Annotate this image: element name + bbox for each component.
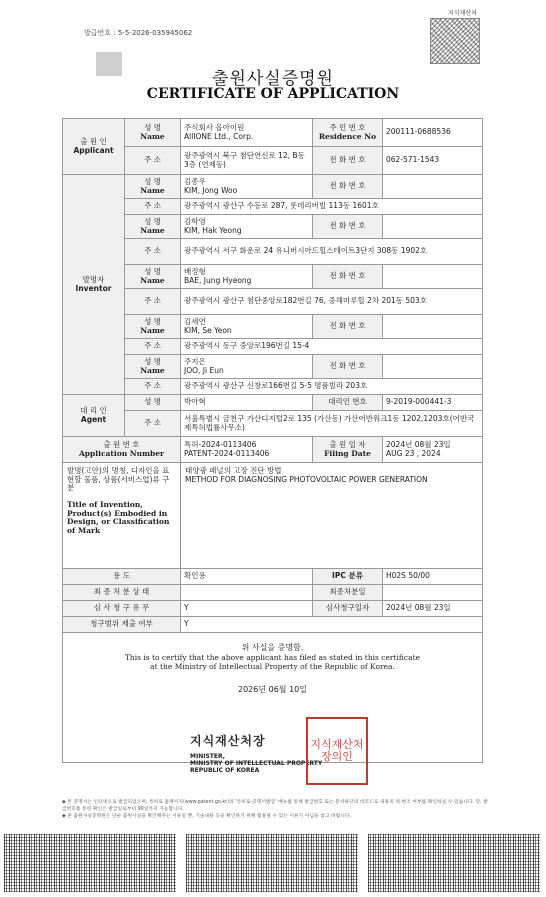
inventor-tel-label: 전 화 번 호 bbox=[313, 315, 383, 339]
title-label-ko: 발명(고안)의 명칭, 디자인을 표현할 물품, 상품(서비스업)류 구분 bbox=[67, 466, 170, 493]
inventor-address: 광주광역시 동구 중앙로196번길 15-4 bbox=[181, 339, 483, 355]
name-label-ko: 성 명 bbox=[144, 316, 161, 326]
footnotes bbox=[62, 799, 492, 821]
exam-request: Y bbox=[181, 601, 313, 617]
usage-label: 용 도 bbox=[63, 569, 181, 585]
agent-name: 박아혁 bbox=[181, 395, 313, 411]
agent-label-ko: 대 리 인 bbox=[80, 405, 107, 415]
filing-date-en: AUG 23 , 2024 bbox=[386, 448, 441, 458]
applicant-address-label: 주 소 bbox=[125, 147, 181, 175]
ipc-label bbox=[313, 569, 383, 585]
inventor-tel-label: 전 화 번 호 bbox=[313, 355, 383, 379]
app-num-label-ko: 출 원 번 호 bbox=[103, 439, 140, 449]
inventor-address-label: 주 소 bbox=[125, 199, 181, 215]
name-label-en: Name bbox=[140, 365, 165, 375]
certification-date: 2026년 06월 10일 bbox=[238, 685, 307, 695]
inventor-tel-label: 전 화 번 호 bbox=[313, 215, 383, 239]
filing-date-label bbox=[313, 437, 383, 463]
name-label-ko: 성 명 bbox=[144, 266, 161, 276]
inventor-name-en: BAE, Jung Hyeong bbox=[184, 275, 252, 285]
inventor-name-en: KIM, Hak Yeong bbox=[184, 225, 242, 235]
filing-date-label-en: Filing Date bbox=[324, 448, 371, 458]
inventor-tel-label: 전 화 번 호 bbox=[313, 265, 383, 289]
title-label-en: Title of Invention, Product(s) Embodied in Design, or Classification of Mark bbox=[67, 499, 170, 535]
name-label-en: Name bbox=[140, 185, 165, 195]
certificate-table bbox=[62, 118, 483, 763]
name-label-en: Name bbox=[140, 275, 165, 285]
residence-label bbox=[313, 119, 383, 147]
final-date-label: 최종처분일 bbox=[313, 585, 383, 601]
agent-label-en: Agent bbox=[80, 414, 107, 424]
signature-ko: 지식재산처장 bbox=[190, 734, 266, 748]
claims-label: 청구범위 제출 여부 bbox=[63, 617, 181, 633]
title-korean: 출원사실증명원 bbox=[212, 69, 334, 89]
inventor-address: 광주광역시 광산구 신창로166번길 5-5 명품빌라 203호 bbox=[181, 379, 483, 395]
invention-title-en: METHOD FOR DIAGNOSING PHOTOVOLTAIC POWER GENERATION bbox=[185, 474, 428, 484]
name-label-ko: 성 명 bbox=[144, 122, 161, 132]
agent-number: 9-2019-000441-3 bbox=[383, 395, 483, 411]
inventor-tel bbox=[383, 265, 483, 289]
inventor-tel bbox=[383, 355, 483, 379]
exam-date-label: 심사청구일자 bbox=[313, 601, 383, 617]
agent-number-label: 대리인 번호 bbox=[313, 395, 383, 411]
residence-number: 200111-0688536 bbox=[383, 119, 483, 147]
ipc-label-text: IPC 분류 bbox=[332, 571, 363, 581]
invention-title-label bbox=[63, 463, 181, 569]
inventor-name-ko: 김세연 bbox=[184, 316, 206, 326]
issue-number: 발급번호 : 5-5-2026-035945062 bbox=[84, 29, 193, 37]
inventor-address: 광주광역시 광산구 첨단중앙로182번길 76, 중해마루힐 2차 201동 503호 bbox=[181, 289, 483, 315]
agent-address-label: 주 소 bbox=[125, 411, 181, 437]
qr-code-icon bbox=[430, 18, 480, 64]
filing-date bbox=[383, 437, 483, 463]
applicant-label-en: Applicant bbox=[73, 145, 114, 155]
certification-ko: 위 사실을 증명함. bbox=[241, 643, 304, 652]
inventor-name-en: KIM, Jong Woo bbox=[184, 185, 238, 195]
invention-title-ko: 태양광 패널의 고장 진단 방법 bbox=[185, 466, 282, 475]
inventor-name bbox=[181, 215, 313, 239]
inventor-group-label bbox=[63, 175, 125, 395]
usage-value: 확인용 bbox=[181, 569, 313, 585]
signature-en-1: MINISTER, bbox=[190, 753, 225, 760]
exam-date: 2024년 08월 23일 bbox=[383, 601, 483, 617]
signature-en-2: MINISTRY OF INTELLECTUAL PROPERTY bbox=[190, 760, 323, 767]
barcode-icon bbox=[368, 834, 540, 892]
barcode-icon bbox=[186, 834, 358, 892]
inventor-label-en: Inventor bbox=[75, 283, 112, 293]
footnote-2: ◆ 본 출원사실증명원은 단순 출원사실을 확인해주는 서류일 뿐, 기술내용 등을 확인하기 위해 활용될 수 있는 서류가 아님을 참고 바랍니다. bbox=[62, 814, 352, 820]
inventor-address-label: 주 소 bbox=[125, 339, 181, 355]
footnote-1: ◆ 본 증명서는 인터넷으로 발급되었으며, 특허로 홈페이지(www.patent.go.kr)의 '특허로-증명서발급' 메뉴를 통해 발급번호 또는 문서하단의 바코드로 내용의 위·변조 여부를 확인하실 수 있습니다. 단, 발급번호를 통한 확인은 발급일로부터 90일까지 가능합니다. bbox=[62, 800, 488, 813]
residence-label-ko: 주 민 번 호 bbox=[329, 122, 366, 132]
app-num-en: PATENT-2024-0113406 bbox=[184, 448, 270, 458]
app-num-label-en: Application Number bbox=[78, 448, 165, 458]
inventor-name-ko: 주지은 bbox=[184, 356, 206, 366]
inventor-name-ko: 김종우 bbox=[184, 176, 206, 186]
final-status bbox=[181, 585, 313, 601]
inventor-name-label bbox=[125, 315, 181, 339]
name-label-en: Name bbox=[140, 131, 165, 141]
inventor-address-label: 주 소 bbox=[125, 289, 181, 315]
barcode-icon bbox=[4, 834, 176, 892]
name-label-en: Name bbox=[140, 325, 165, 335]
applicant-name-en: AllIONE Ltd., Corp. bbox=[184, 131, 254, 141]
applicant-name-ko: 주식회사 올아이원 bbox=[184, 122, 245, 132]
inventor-name-ko: 배정형 bbox=[184, 266, 206, 276]
applicant-tel: 062-571-1543 bbox=[383, 147, 483, 175]
application-number bbox=[181, 437, 313, 463]
inventor-address-label: 주 소 bbox=[125, 239, 181, 265]
residence-label-en: Residence No bbox=[318, 131, 377, 141]
inventor-name-label bbox=[125, 175, 181, 199]
inventor-tel bbox=[383, 315, 483, 339]
inventor-tel bbox=[383, 175, 483, 199]
exam-request-label: 심 사 청 구 유 무 bbox=[63, 601, 181, 617]
inventor-address: 광주광역시 서구 화운로 24 유니버시아드힐스테이트3단지 308동 1902호 bbox=[181, 239, 483, 265]
inventor-name bbox=[181, 315, 313, 339]
app-num-ko: 특허-2024-0113406 bbox=[184, 439, 257, 449]
inventor-name bbox=[181, 265, 313, 289]
inventor-tel-label: 전 화 번 호 bbox=[313, 175, 383, 199]
applicant-group-label bbox=[63, 119, 125, 175]
final-status-label: 최 종 처 분 상 태 bbox=[63, 585, 181, 601]
filing-date-ko: 2024년 08월 23일 bbox=[386, 439, 451, 449]
final-date bbox=[383, 585, 483, 601]
applicant-name bbox=[181, 119, 313, 147]
claims-value: Y bbox=[181, 617, 483, 633]
inventor-name-en: JOO, Ji Eun bbox=[184, 365, 224, 375]
official-seal: 지식재산처장의인 bbox=[306, 717, 368, 785]
name-label-ko: 성 명 bbox=[144, 216, 161, 226]
title-english: CERTIFICATE OF APPLICATION bbox=[146, 86, 400, 102]
agent-group-label bbox=[63, 395, 125, 437]
filing-date-label-ko: 출 원 일 자 bbox=[329, 439, 366, 449]
inventor-tel bbox=[383, 215, 483, 239]
applicant-label-ko: 출 원 인 bbox=[80, 136, 107, 146]
inventor-name bbox=[181, 175, 313, 199]
inventor-address: 광주광역시 광산구 수등로 287, 롯데리버빌 113동 1601호 bbox=[181, 199, 483, 215]
inventor-address-label: 주 소 bbox=[125, 379, 181, 395]
logo-label: 지식재산처 bbox=[448, 10, 477, 17]
agent-name-label: 성 명 bbox=[125, 395, 181, 411]
name-label-ko: 성 명 bbox=[144, 356, 161, 366]
invention-title bbox=[181, 463, 483, 569]
inventor-name-en: KIM, Se Yeon bbox=[184, 325, 232, 335]
inventor-name-label bbox=[125, 355, 181, 379]
ipc-value: H02S 50/00 bbox=[383, 569, 483, 585]
applicant-address: 광주광역시 북구 첨단연신로 12, B동 3층 (연제동) bbox=[181, 147, 313, 175]
name-label-ko: 성 명 bbox=[144, 176, 161, 186]
inventor-name-label bbox=[125, 215, 181, 239]
name-label-en: Name bbox=[140, 225, 165, 235]
applicant-tel-label: 전 화 번 호 bbox=[313, 147, 383, 175]
agent-address: 서울특별시 금천구 가산디지털2로 135 (가산동) 가산어반워크1동 1202,1203호(어반국제특허법률사무소) bbox=[181, 411, 483, 437]
inventor-name bbox=[181, 355, 313, 379]
signature-block bbox=[190, 732, 322, 774]
inventor-label-ko: 발명자 bbox=[82, 274, 105, 284]
signature-en-3: REPUBLIC OF KOREA bbox=[190, 767, 260, 774]
inventor-name-label bbox=[125, 265, 181, 289]
applicant-name-label bbox=[125, 119, 181, 147]
certification-en: This is to certify that the above applicant has filed as stated in this certificate at the Ministry of Intellectual Property of the Republic of Korea. bbox=[124, 653, 421, 671]
inventor-name-ko: 김학영 bbox=[184, 216, 206, 226]
application-number-label bbox=[63, 437, 181, 463]
